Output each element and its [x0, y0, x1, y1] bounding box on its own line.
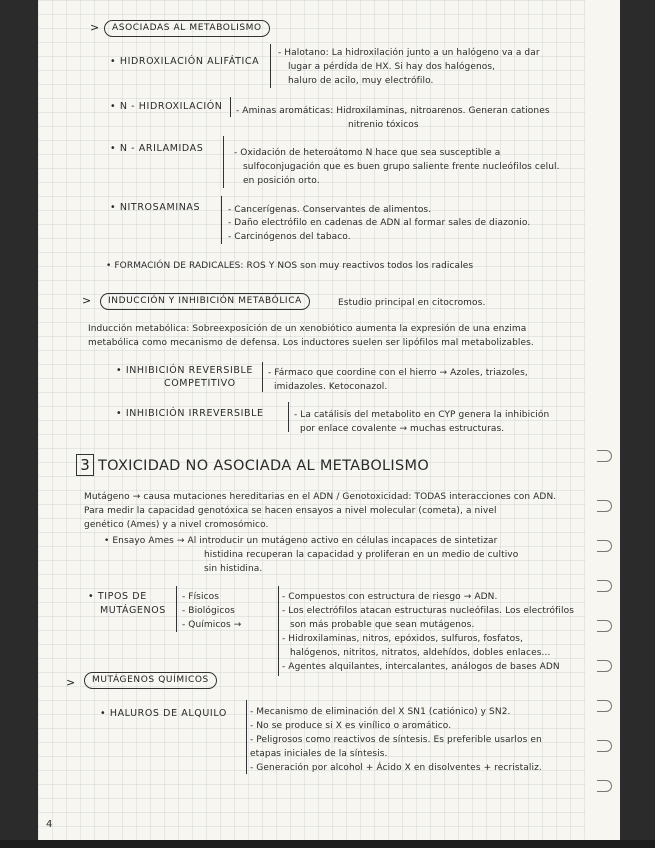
note-line: - Fármaco que coordine con el hierro → Azoles, triazoles,	[268, 368, 528, 378]
note-line: - Aminas aromáticas: Hidroxilaminas, nitroarenos. Generan cationes	[236, 106, 550, 116]
section-subtitle: Estudio principal en citocromos.	[338, 298, 486, 308]
brace-bar	[288, 402, 289, 432]
page-edge	[0, 840, 655, 848]
note-line: - Oxidación de heteroátomo N hace que sea susceptible a	[234, 148, 501, 158]
note-line: sulfoconjugación que es buen grupo saliente frente nucleófilos celul.	[243, 162, 560, 172]
note-line: halógenos, nitritos, nitratos, aldehídos, dobles enlaces...	[290, 648, 551, 658]
bullet-inhibicion-reversible: • INHIBICIÓN REVERSIBLE	[116, 365, 253, 376]
ames-line: sin histidina.	[204, 564, 263, 574]
item-label: N - HIDROXILACIÓN	[119, 101, 223, 112]
radicales-text: FORMACIÓN DE RADICALES: ROS Y NOS son muy reactivos todos los radicales	[114, 261, 474, 271]
note-line: en posición orto.	[243, 176, 320, 186]
item-label: INHIBICIÓN IRREVERSIBLE	[125, 408, 264, 419]
note-line: - Compuestos con estructura de riesgo → ADN.	[282, 592, 498, 602]
ames-line: histidina recuperan la capacidad y proliferan en un medio de cultivo	[204, 550, 519, 560]
brace-bar	[262, 362, 263, 392]
bullet-hidroxilacion-alifatica: • HIDROXILACIÓN ALIFÁTICA	[110, 56, 260, 67]
arrow-icon: >	[82, 294, 92, 307]
brace-bar	[176, 586, 177, 632]
note-line: - Halotano: La hidroxilación junto a un halógeno va a dar	[278, 48, 540, 58]
note-line: por enlace covalente → muchas estructuras.	[300, 424, 505, 434]
arrow-icon: >	[90, 21, 100, 34]
intro-line: Mutágeno → causa mutaciones hereditarias en el ADN / Genotoxicidad: TODAS interacciones con ADN.	[84, 492, 557, 502]
notebook-page	[38, 0, 620, 840]
note-line: - Los electrófilos atacan estructuras nucleófilas. Los electrófilos	[282, 606, 575, 616]
note-line: - Mecanismo de eliminación del X SN1 (catiónico) y SN2.	[250, 707, 511, 717]
section-title-induccion: INDUCCIÓN Y INHIBICIÓN METABÓLICA	[100, 293, 310, 310]
tipos-label: MUTÁGENOS	[100, 605, 166, 616]
note-line: - No se produce si X es vinílico o aromático.	[250, 721, 452, 731]
ames-line: • Ensayo Ames → Al introducir un mutágeno activo en células incapaces de sintetizar	[104, 536, 498, 546]
item-label: N - ARILAMIDAS	[119, 143, 204, 154]
note-line: lugar a pérdida de HX. Si hay dos halógenos,	[288, 62, 496, 72]
ring-icon	[597, 540, 612, 552]
formacion-radicales: • FORMACIÓN DE RADICALES: ROS Y NOS son muy reactivos todos los radicales	[106, 261, 474, 271]
note-line: son más probable que sean mutágenos.	[290, 620, 475, 630]
note-line: - Daño electrófilo en cadenas de ADN al formar sales de diazonio.	[228, 218, 531, 228]
section-number-box: 3	[76, 454, 94, 476]
page-number: 4	[46, 819, 53, 830]
item-label: INHIBICIÓN REVERSIBLE	[125, 365, 253, 376]
ring-icon	[597, 580, 612, 592]
tipo-item: - Físicos	[182, 592, 220, 602]
note-line: - Peligrosos como reactivos de síntesis. Es preferible usarlos en	[250, 735, 542, 745]
note-line: - Hidroxilaminas, nitros, epóxidos, sulfuros, fosfatos,	[282, 634, 523, 644]
bullet-n-hidroxilacion: • N - HIDROXILACIÓN	[110, 101, 223, 112]
intro-line: metabólica como mecanismo de defensa. Los inductores suelen ser lipófilos mal metabolizables.	[88, 338, 534, 348]
ring-icon	[597, 660, 612, 672]
brace-bar	[221, 196, 222, 244]
bullet-haluros-alquilo: • HALUROS DE ALQUILO	[100, 708, 227, 719]
ring-icon	[597, 500, 612, 512]
intro-line: genético (Ames) y a nivel cromosómico.	[84, 520, 269, 530]
item-label-sub: COMPETITIVO	[164, 378, 236, 389]
bullet-n-arilamidas: • N - ARILAMIDAS	[110, 143, 204, 154]
item-label: HIDROXILACIÓN ALIFÁTICA	[119, 56, 260, 67]
note-line: imidazoles. Ketoconazol.	[274, 382, 388, 392]
note-line: nitrenio tóxicos	[348, 120, 419, 130]
section-title-asociadas: ASOCIADAS AL METABOLISMO	[104, 20, 270, 37]
bullet-inhibicion-irreversible: • INHIBICIÓN IRREVERSIBLE	[116, 408, 264, 419]
arrow-icon: >	[66, 676, 76, 689]
ring-icon	[597, 740, 612, 752]
note-line: - Cancerígenas. Conservantes de alimentos.	[228, 205, 432, 215]
note-line: - Generación por alcohol + Ácido X en disolventes + recristaliz.	[250, 763, 542, 773]
tipo-item: - Químicos →	[182, 620, 242, 630]
ring-icon	[597, 700, 612, 712]
note-line: haluro de acilo, muy electrófilo.	[288, 76, 434, 86]
brace-bar	[223, 136, 224, 188]
note-line: - La catálisis del metabolito en CYP genera la inhibición	[294, 410, 550, 420]
brace-bar	[278, 586, 279, 676]
tipo-item: - Biológicos	[182, 606, 235, 616]
brace-bar	[246, 700, 247, 774]
item-label: HALUROS DE ALQUILO	[109, 708, 227, 719]
tipos-label: • TIPOS DE	[88, 591, 147, 602]
section-title-mutagenos: MUTÁGENOS QUÍMICOS	[84, 672, 217, 689]
note-line: etapas iniciales de la síntesis.	[250, 749, 388, 759]
item-label: NITROSAMINAS	[119, 202, 201, 213]
brace-bar	[230, 97, 231, 117]
section-3-title: TOXICIDAD NO ASOCIADA AL METABOLISMO	[98, 458, 430, 474]
spiral-binding	[585, 0, 620, 840]
intro-line: Inducción metabólica: Sobreexposición de un xenobiótico aumenta la expresión de una enzima	[88, 324, 527, 334]
bullet-nitrosaminas: • NITROSAMINAS	[110, 202, 201, 213]
ring-icon	[597, 780, 612, 792]
note-line: - Agentes alquilantes, intercalantes, análogos de bases ADN	[282, 662, 560, 672]
ring-icon	[597, 450, 612, 462]
intro-line: Para medir la capacidad genotóxica se hacen ensayos a nivel molecular (cometa), a nivel	[84, 506, 497, 516]
ring-icon	[597, 620, 612, 632]
note-line: - Carcinógenos del tabaco.	[228, 232, 351, 242]
brace-bar	[270, 44, 271, 88]
